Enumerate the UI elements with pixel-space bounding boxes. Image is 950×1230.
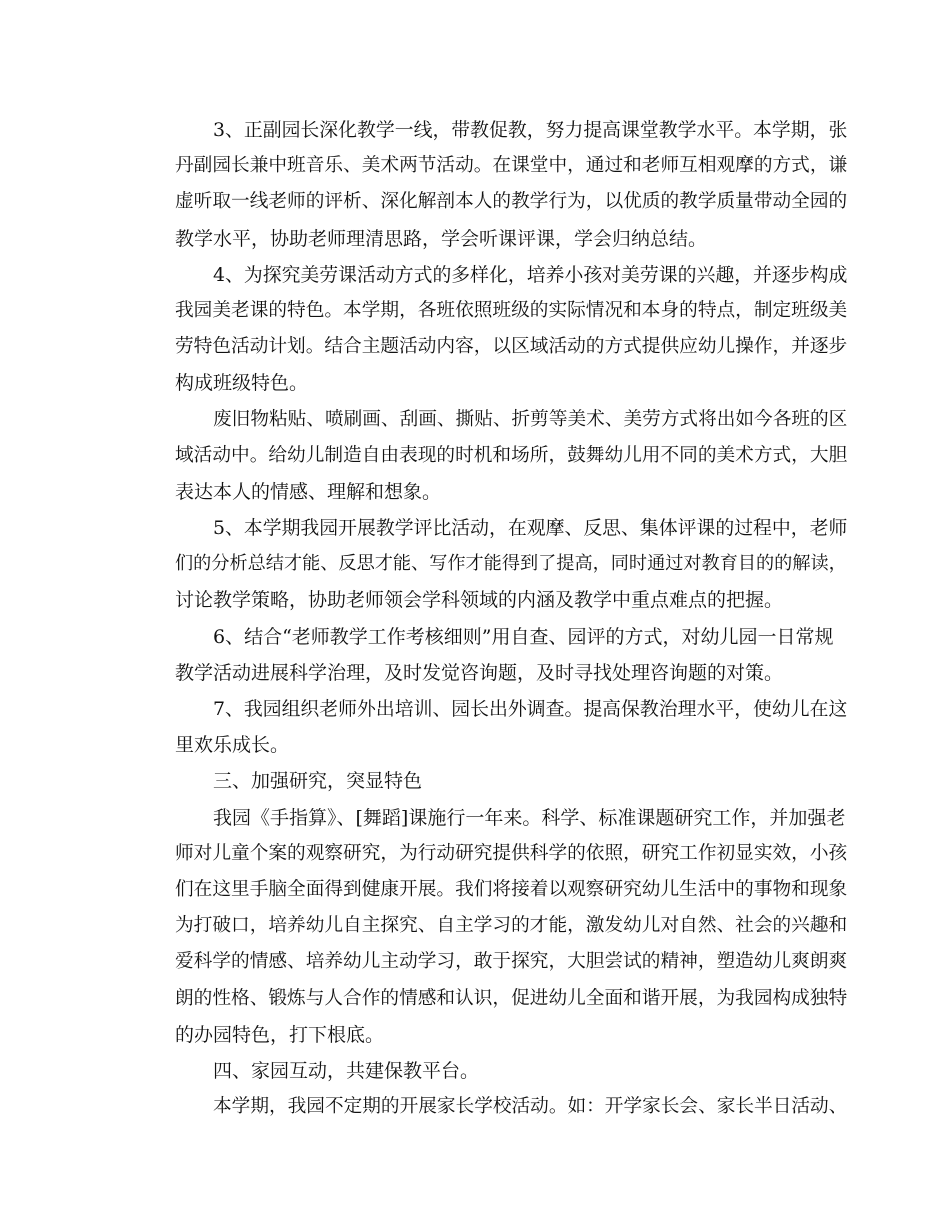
text-line: 3、正副园长深化教学一线，带教促教，努力提高课堂教学水平。本学期，张 (213, 119, 848, 141)
text-line: 5、本学期我园开展教学评比活动，在观摩、反思、集体评课的过程中，老师 (213, 517, 848, 540)
paragraph-4 (137, 257, 848, 402)
text-line: 6、结合“老师教学工作考核细则”用自查、园评的方式，对幼儿园一日常规 (213, 625, 834, 648)
text-line: 本学期，我园不定期的开展家长学校活动。如：开学家长会、家长半日活动、 (213, 1096, 848, 1118)
text-line: 爱科学的情感、培养幼儿主动学习，敢于探究，大胆尝试的精神，塑造幼儿爽朗爽 (175, 951, 848, 973)
text-line: 4、为探究美劳课活动方式的多样化，培养小孩对美劳课的兴趣，并逐步构成 (213, 263, 848, 286)
text-line: 们的分析总结才能、反思才能、写作才能得到了提高，同时通过对教育目的的解读， (175, 553, 847, 575)
text-line: 构成班级特色。 (175, 372, 309, 395)
section-heading: 四、家园互动，共建保教平台。 (213, 1059, 480, 1082)
document-body (137, 112, 848, 1125)
text-line: 的办园特色，打下根底。 (175, 1023, 385, 1046)
text-line: 们在这里手脑全面得到健康开展。我们将接着以观察研究幼儿生活中的事物和现象 (175, 878, 848, 900)
text-line: 里欢乐成长。 (175, 734, 290, 757)
paragraph-parent-school (137, 1089, 848, 1125)
paragraph-waste-materials (137, 402, 848, 511)
text-line: 表达本人的情感、理解和想象。 (175, 480, 442, 503)
text-line: 废旧物粘贴、喷刷画、刮画、撕贴、折剪等美术、美劳方式将出如今各班的区 (213, 408, 848, 430)
paragraph-3 (137, 112, 848, 257)
text-line: 为打破口，培养幼儿自主探究、自主学习的才能，激发幼儿对自然、社会的兴趣和 (175, 915, 848, 937)
paragraph-6 (137, 619, 834, 691)
section-heading: 三、加强研究，突显特色 (213, 770, 423, 793)
text-line: 丹副园长兼中班音乐、美术两节活动。在课堂中，通过和老师互相观摩的方式，谦 (175, 155, 848, 177)
text-line: 域活动中。给幼儿制造自由表现的时机和场所，鼓舞幼儿用不同的美术方式，大胆 (175, 444, 848, 466)
text-line: 7、我园组织老师外出培训、园长出外调查。提高保教治理水平，使幼儿在这 (213, 698, 848, 720)
text-line: 师对儿童个案的观察研究，为行动研究提供科学的依照，研究工作初显实效，小孩 (175, 842, 848, 864)
text-line: 我园美老课的特色。本学期，各班依照班级的实际情况和本身的特点，制定班级美 (175, 299, 848, 321)
section-heading-4 (137, 1053, 813, 1089)
text-line: 虚听取一线老师的评析、深化解剖本人的教学行为，以优质的教学质量带动全园的 (175, 191, 848, 213)
text-line: 讨论教学策略，协助老师领会学科领域的内涵及教学中重点难点的把握。 (175, 589, 784, 612)
text-line: 教学水平，协助老师理清思路，学会听课评课，学会归纳总结。 (175, 227, 708, 250)
text-line: 朗的性格、锻炼与人合作的情感和认识，促进幼儿全面和谐开展，为我园构成独特 (175, 987, 848, 1009)
text-line: 劳特色活动计划。结合主题活动内容，以区域活动的方式提供应幼儿操作，并逐步 (175, 336, 848, 358)
text-line: 我园《手指算》、[舞蹈]课施行一年来。科学、标准课题研究工作，并加强老 (213, 806, 846, 829)
paragraph-5 (137, 510, 848, 619)
paragraph-research (137, 800, 848, 1053)
paragraph-7 (137, 691, 848, 763)
text-line: 教学活动进展科学治理，及时发觉咨询题，及时寻找处理咨询题的对策。 (175, 661, 784, 684)
section-heading-3 (137, 763, 813, 799)
